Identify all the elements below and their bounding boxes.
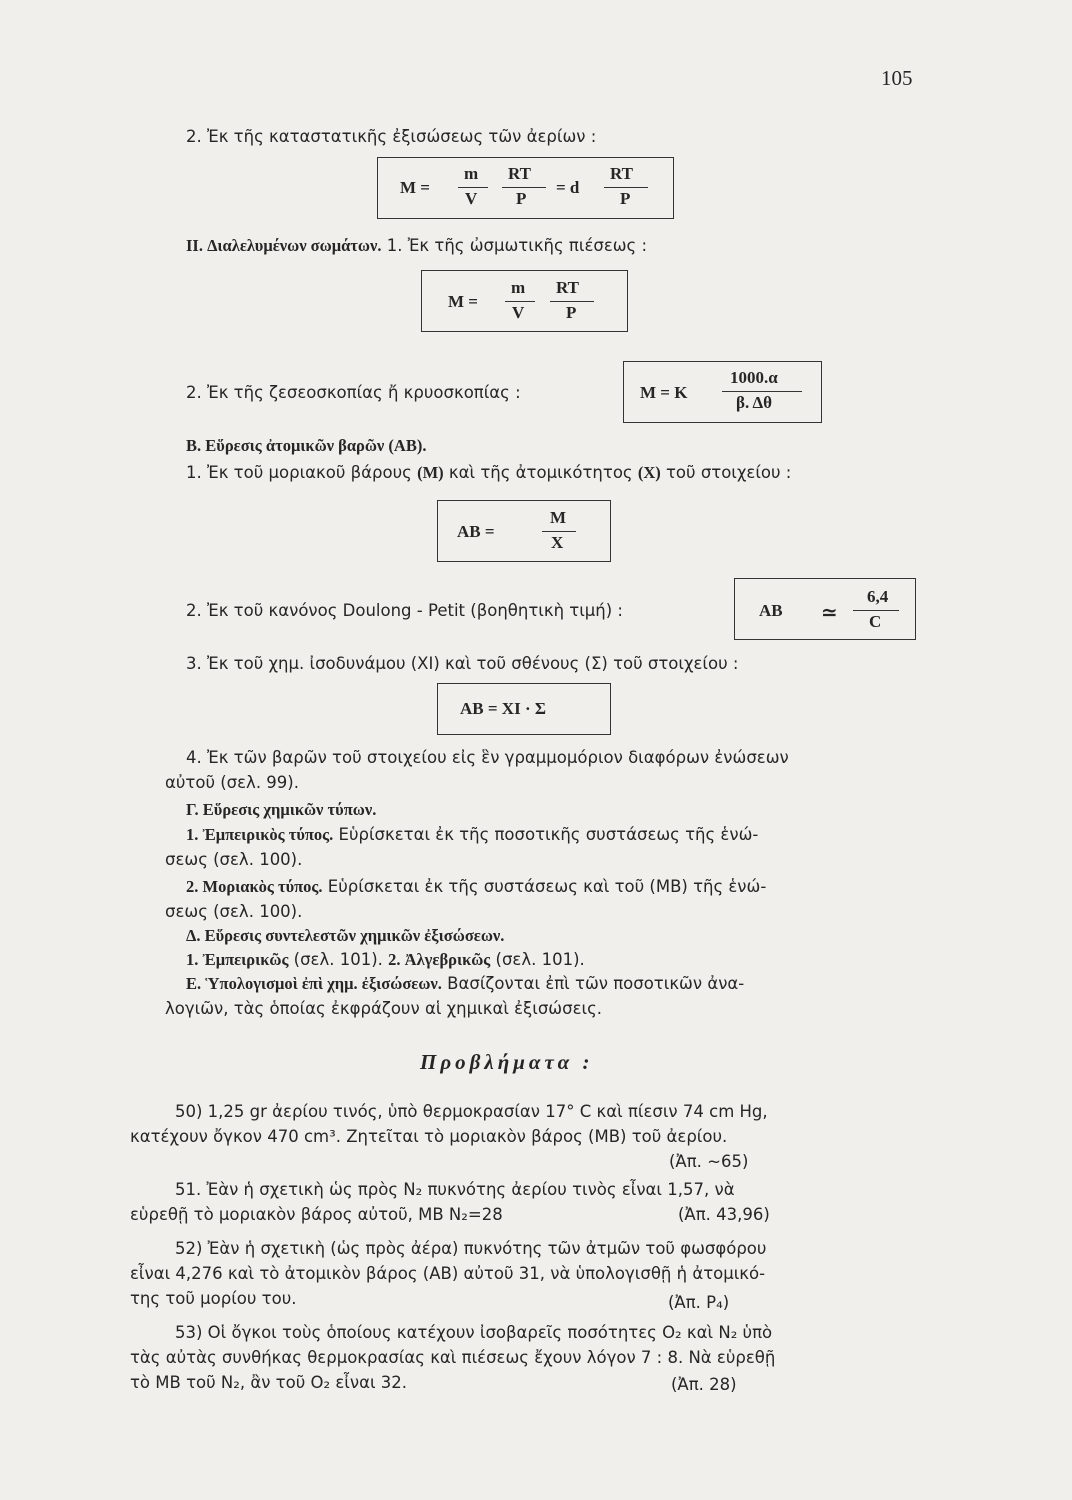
problem-text: εἶναι 4,276 καὶ τὸ ἀτομικὸν βάρος (AB) αὐτοῦ 31, νὰ ὑπολογισθῇ ἡ ἀτομικό- [130,1264,766,1283]
formula-expression: AB = XI · Σ [460,699,546,718]
text-line [186,877,766,897]
page-number: 105 [881,66,913,90]
text-line: αὐτοῦ (σελ. 99). [165,773,299,792]
formula-lhs: M = [448,292,478,311]
problem-text: 53) Οἱ ὄγκοι τοὺς ὁποίους κατέχουν ἰσοβαρεῖς ποσότητες O₂ καὶ N₂ ὑπὸ [175,1323,773,1342]
text-line: 2. Ἐκ τῆς καταστατικῆς ἐξισώσεως τῶν ἀερίων : [186,127,597,146]
fraction-bar [505,301,535,302]
problem-text: κατέχουν ὄγκον 470 cm³. Ζητεῖται τὸ μοριακὸν βάρος (MB) τοῦ ἀερίου. [130,1127,728,1146]
problem-answer: (Ἀπ. P₄) [668,1293,730,1312]
text-line [186,463,791,483]
fraction-bar [542,531,576,532]
problem-text: τὸ MB τοῦ N₂, ἂν τοῦ O₂ εἶναι 32. [130,1373,408,1392]
text-line: 4. Ἐκ τῶν βαρῶν τοῦ στοιχείου εἰς ἓν γραμμομόριον διαφόρων ἐνώσεων [186,748,789,767]
text-line: σεως (σελ. 100). [165,850,303,869]
fraction-denominator: C [869,612,882,631]
fraction-numerator: M [550,508,567,527]
text-line [186,825,758,845]
fraction-denominator: β. Δθ [736,393,773,412]
fraction-bar [853,610,899,611]
problem-answer: (Ἀπ. ~65) [669,1152,749,1171]
fraction-bar [722,391,802,392]
fraction-bar [502,187,546,188]
problem-answer: (Ἀπ. 43,96) [678,1205,770,1224]
fraction-denominator: P [566,303,577,322]
text-segment: (σελ. 101). [288,950,389,969]
formula-box-dulong-petit [734,578,916,640]
formula-box-cryoscopy [623,361,822,423]
text-segment: τοῦ στοιχείου : [660,463,792,482]
section-heading: Δ. Εὕρεσις συντελεστῶν χημικῶν ἐξισώσεων. [186,926,505,945]
problem-text: τὰς αὐτὰς συνθήκας θερμοκρασίας καὶ πιέσεως ἔχουν λόγον 7 : 8. Νὰ εὑρεθῇ [130,1348,776,1367]
text-segment: (σελ. 101). [490,950,585,969]
fraction-denominator: P [620,189,631,208]
subsection-heading: 2. Μοριακὸς τύπος. [186,877,323,896]
text-segment: (M) [417,463,444,482]
text-line: 2. Ἐκ τῆς ζεσεοσκοπίας ἤ κρυοσκοπίας : [186,383,521,402]
fraction-numerator: RT [508,164,532,183]
formula-operator: = d [556,178,580,197]
text-line [186,236,647,256]
formula-lhs: AB = [457,522,495,541]
formula-lhs: AB [759,601,783,620]
text-line [186,974,744,994]
formula-box-osmotic [421,270,628,332]
formula-box-gas-equation [377,157,674,219]
subsection-heading: 1. Ἐμπειρικὸς τύπος. [186,825,334,844]
subsection-heading: 1. Ἐμπειρικῶς [186,950,289,969]
text-segment: (X) [637,463,661,482]
text-segment: Εὑρίσκεται ἐκ τῆς συστάσεως καὶ τοῦ (MB) τῆς ἑνώ- [322,877,767,896]
problem-text: 52) Ἐὰν ἡ σχετικὴ (ὡς πρὸς ἀέρα) πυκνότης τῶν ἀτμῶν τοῦ φωσφόρου [175,1239,767,1258]
section-heading: B. Εὕρεσις ἀτομικῶν βαρῶν (AB). [186,436,427,455]
fraction-denominator: X [551,533,564,552]
problem-text: 51. Ἐὰν ἡ σχετικὴ ὡς πρὸς N₂ πυκνότης ἀερίου τινὸς εἶναι 1,57, νὰ [175,1180,735,1199]
formula-box-equivalent [437,683,611,735]
text-line: 2. Ἐκ τοῦ κανόνος Doulong - Petit (βοηθητικὴ τιμή) : [186,601,623,620]
problem-text: εὑρεθῇ τὸ μοριακὸν βάρος αὐτοῦ, MB N₂=28 [130,1205,503,1224]
formula-lhs: M = K [640,383,688,402]
text-segment: Βασίζονται ἐπὶ τῶν ποσοτικῶν ἀνα- [441,974,745,993]
text-line [186,950,585,970]
text-line: 3. Ἐκ τοῦ χημ. ἰσοδυνάμου (XI) καὶ τοῦ σθένους (Σ) τοῦ στοιχείου : [186,654,739,673]
fraction-numerator: 6,4 [867,587,889,606]
problem-text: 50) 1,25 gr ἀερίου τινός, ὑπὸ θερμοκρασίαν 17° C καὶ πίεσιν 74 cm Hg, [175,1102,768,1121]
problem-answer: (Ἀπ. 28) [671,1375,737,1394]
fraction-denominator: P [516,189,527,208]
fraction-numerator: 1000.α [730,368,778,387]
fraction-numerator: m [464,164,479,183]
formula-lhs: M = [400,178,430,197]
formula-box-atomic-weight [437,500,611,562]
fraction-denominator: V [512,303,525,322]
fraction-bar [550,301,594,302]
text-segment: Εὑρίσκεται ἐκ τῆς ποσοτικῆς συστάσεως τῆς ἑνώ- [333,825,759,844]
text-segment: 1. Ἐκ τοῦ μοριακοῦ βάρους [186,463,418,482]
fraction-bar [604,187,648,188]
fraction-numerator: m [511,278,526,297]
text-line: σεως (σελ. 100). [165,902,303,921]
fraction-numerator: RT [610,164,634,183]
subsection-heading: 2. Ἀλγεβρικῶς [388,950,491,969]
fraction-denominator: V [465,189,478,208]
problems-title: Προβλήματα : [420,1050,594,1074]
section-heading: E. Ὑπολογισμοὶ ἐπὶ χημ. ἐξισώσεων. [186,974,442,993]
fraction-bar [458,187,488,188]
section-heading: II. Διαλελυμένων σωμάτων. [186,236,382,255]
fraction-numerator: RT [556,278,580,297]
formula-operator: ≃ [821,602,838,624]
text-segment: καὶ τῆς ἀτομικότητος [443,463,638,482]
problem-text: της τοῦ μορίου του. [130,1289,297,1308]
text-line: λογιῶν, τὰς ὁποίας ἐκφράζουν αἱ χημικαὶ ἐξισώσεις. [165,999,603,1018]
section-heading: Γ. Εὕρεσις χημικῶν τύπων. [186,800,377,819]
text-segment: 1. Ἐκ τῆς ὠσμωτικῆς πιέσεως : [386,236,648,255]
